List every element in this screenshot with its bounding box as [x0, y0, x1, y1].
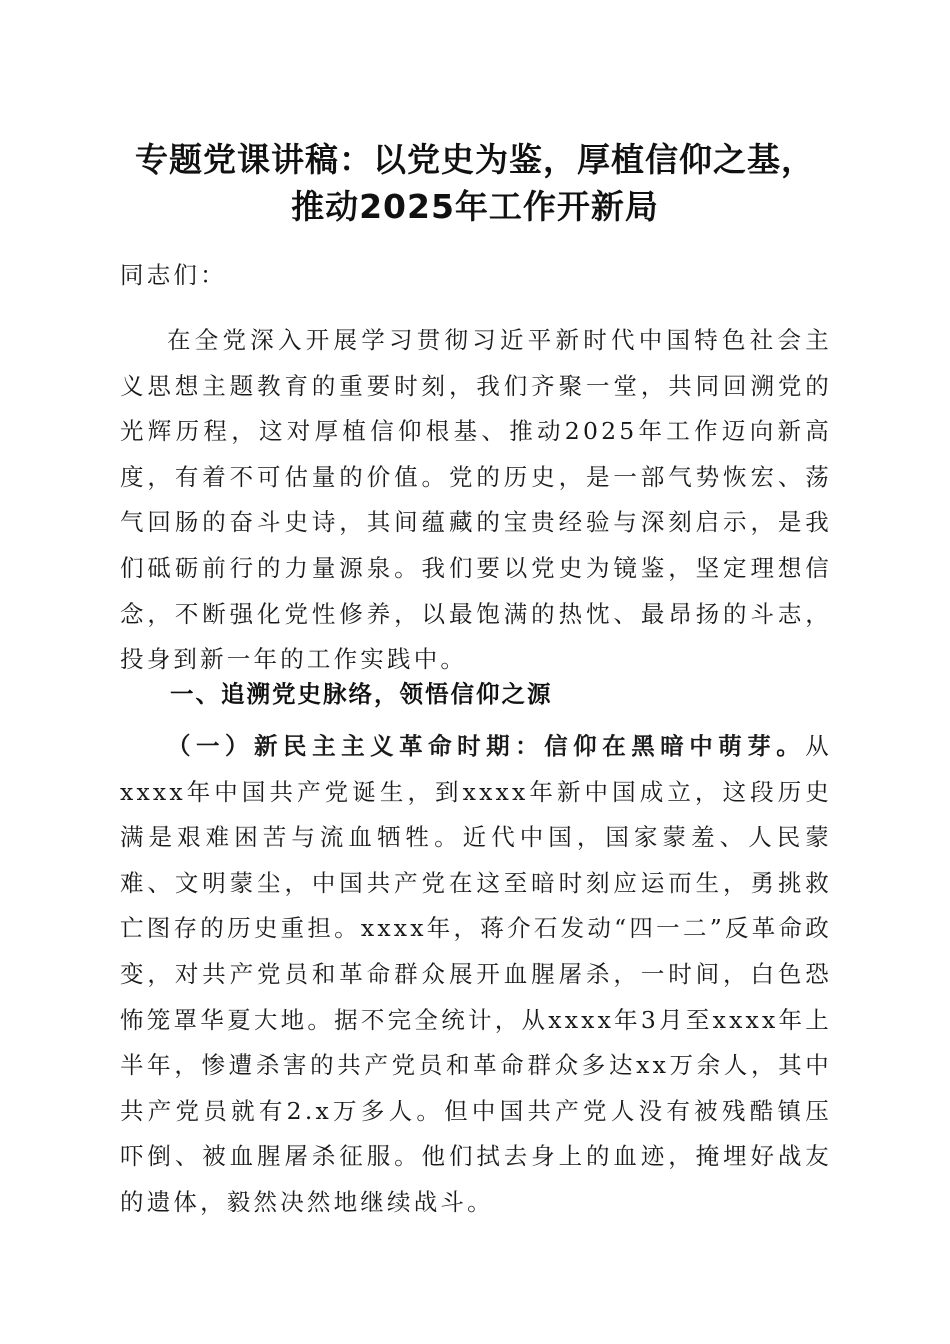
subsection-1-lead: （一）新民主主义革命时期：信仰在黑暗中萌芽。: [167, 732, 806, 760]
subsection-1-text: 从xxxx年中国共产党诞生，到xxxx年新中国成立，这段历史满是艰难困苦与流血牺牲。近代中国，国家蒙羞、人民蒙难、文明蒙尘，中国共产党在这至暗时刻应运而生，勇挑救亡图存的历史重担。xxxx年，蒋介石发动“四一二”反革命政变，对共产党员和革命群众展开血腥屠杀，一时间，白色恐怖笼罩华夏大地。据不完全统计，从xxxx年3月至xxxx年上半年，惨遭杀害的共产党员和革命群众多达xx万余人，其中共产党员就有2.x万多人。但中国共产党人没有被残酷镇压吓倒、被血腥屠杀征服。他们拭去身上的血迹，掩埋好战友的遗体，毅然决然地继续战斗。: [120, 732, 832, 1216]
section-1-heading: 一、追溯党史脉络，领悟信仰之源: [170, 680, 553, 708]
greeting: 同志们：: [120, 261, 227, 289]
subsection-1-paragraph: [120, 724, 832, 1226]
intro-paragraph: 在全党深入开展学习贯彻习近平新时代中国特色社会主义思想主题教育的重要时刻，我们齐聚一堂，共同回溯党的光辉历程，这对厚植信仰根基、推动2025年工作迈向新高度，有着不可估量的价值。党的历史，是一部气势恢宏、荡气回肠的奋斗史诗，其间蕴藏的宝贵经验与深刻启示，是我们砥砺前行的力量源泉。我们要以党史为镜鉴，坚定理想信念，不断强化党性修养，以最饱满的热忱、最昂扬的斗志，投身到新一年的工作实践中。: [120, 326, 832, 674]
document-title-line-1: 专题党课讲稿：以党史为鉴，厚植信仰之基，: [135, 140, 815, 179]
document-title-line-2: 推动2025年工作开新局: [291, 187, 659, 226]
